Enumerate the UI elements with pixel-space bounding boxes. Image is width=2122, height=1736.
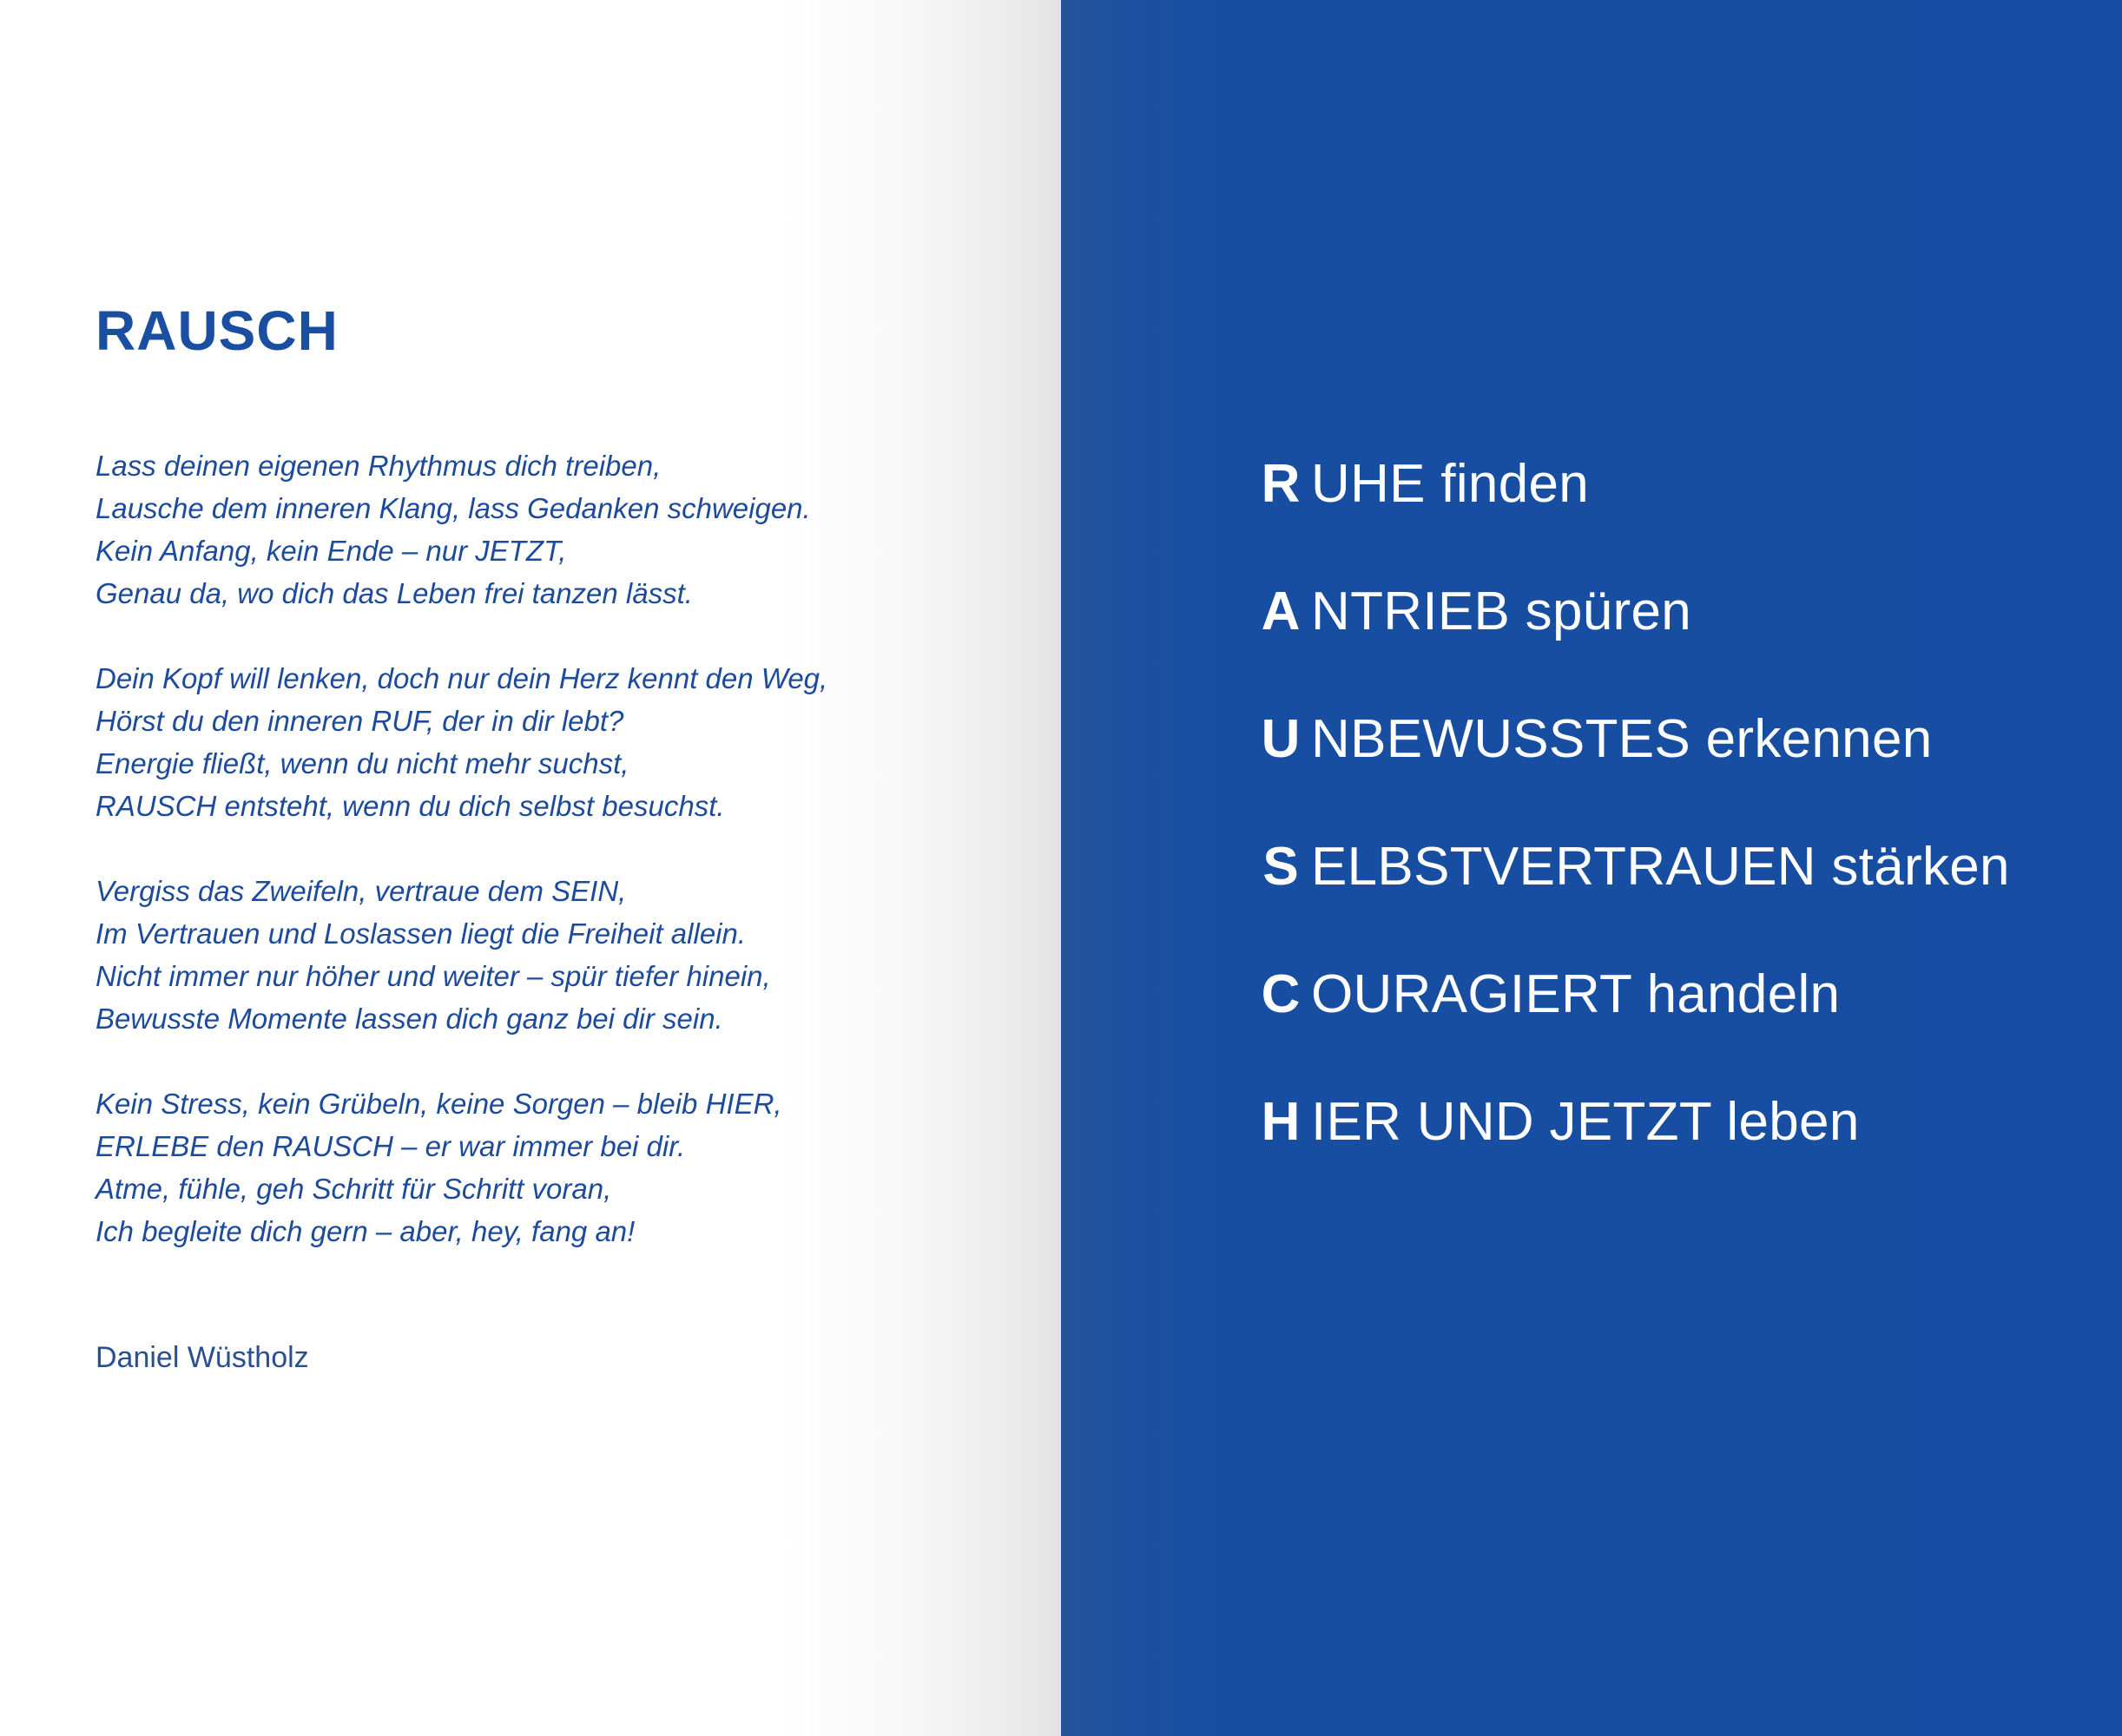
acrostic-item-s (1250, 803, 2084, 930)
acrostic-text: ELBSTVERTRAUEN stärken (1311, 837, 2010, 897)
poem-line: Energie fließt, wenn du nicht mehr suchst, (96, 747, 629, 779)
poem-stanza-3 (96, 870, 1016, 1040)
poem-line: Lausche dem inneren Klang, lass Gedanken schweigen. (96, 492, 811, 524)
acrostic-letter: C (1261, 964, 1301, 1024)
poem-line: Bewusste Momente lassen dich ganz bei dir sein. (96, 1003, 723, 1035)
poem-line: Vergiss das Zweifeln, vertraue dem SEIN, (96, 875, 627, 907)
acrostic-letter: R (1261, 454, 1301, 514)
poem-line: RAUSCH entsteht, wenn du dich selbst besuchst. (96, 790, 725, 822)
acrostic-letter: H (1261, 1092, 1301, 1152)
acrostic-text: NBEWUSSTES erkennen (1311, 709, 1933, 769)
acrostic-item-c (1250, 930, 2084, 1058)
poem-line: Nicht immer nur höher und weiter – spür tiefer hinein, (96, 960, 771, 992)
acrostic-text: UHE finden (1311, 454, 1590, 514)
poem-stanza-1 (96, 444, 1016, 615)
poem-line: Kein Anfang, kein Ende – nur JETZT, (96, 535, 567, 567)
poem-stanza-4 (96, 1082, 1016, 1253)
acrostic-letter: A (1261, 582, 1301, 641)
poem-line: Ich begleite dich gern – aber, hey, fang an! (96, 1215, 636, 1247)
acrostic-text: IER UND JETZT leben (1311, 1092, 1860, 1152)
poem-title: RAUSCH (96, 299, 339, 362)
poem-line: Lass deinen eigenen Rhythmus dich treiben, (96, 450, 662, 482)
poem-line: Im Vertrauen und Loslassen liegt die Freiheit allein. (96, 917, 747, 950)
acrostic-item-h (1250, 1058, 2084, 1186)
poem-line: ERLEBE den RAUSCH – er war immer bei dir. (96, 1130, 686, 1162)
acrostic-text: OURAGIERT handeln (1311, 964, 1841, 1024)
poem-author: Daniel Wüstholz (96, 1341, 309, 1374)
acrostic-text: NTRIEB spüren (1311, 582, 1692, 641)
poem-line: Genau da, wo dich das Leben frei tanzen lässt. (96, 577, 693, 609)
acrostic-item-r (1250, 420, 2084, 548)
acrostic-letter: S (1262, 837, 1299, 897)
poem-line: Atme, fühle, geh Schritt für Schritt voran, (96, 1173, 612, 1205)
acrostic-list (1250, 420, 2084, 1186)
acrostic-letter: U (1261, 709, 1301, 769)
poem-line: Dein Kopf will lenken, doch nur dein Herz kennt den Weg, (96, 662, 828, 694)
poem-line: Hörst du den inneren RUF, der in dir lebt? (96, 705, 624, 737)
acrostic-item-u (1250, 675, 2084, 803)
poem-body (96, 444, 1016, 1295)
acrostic-item-a (1250, 548, 2084, 675)
poem-line: Kein Stress, kein Grübeln, keine Sorgen – bleib HIER, (96, 1088, 782, 1120)
poem-stanza-2 (96, 657, 1016, 827)
